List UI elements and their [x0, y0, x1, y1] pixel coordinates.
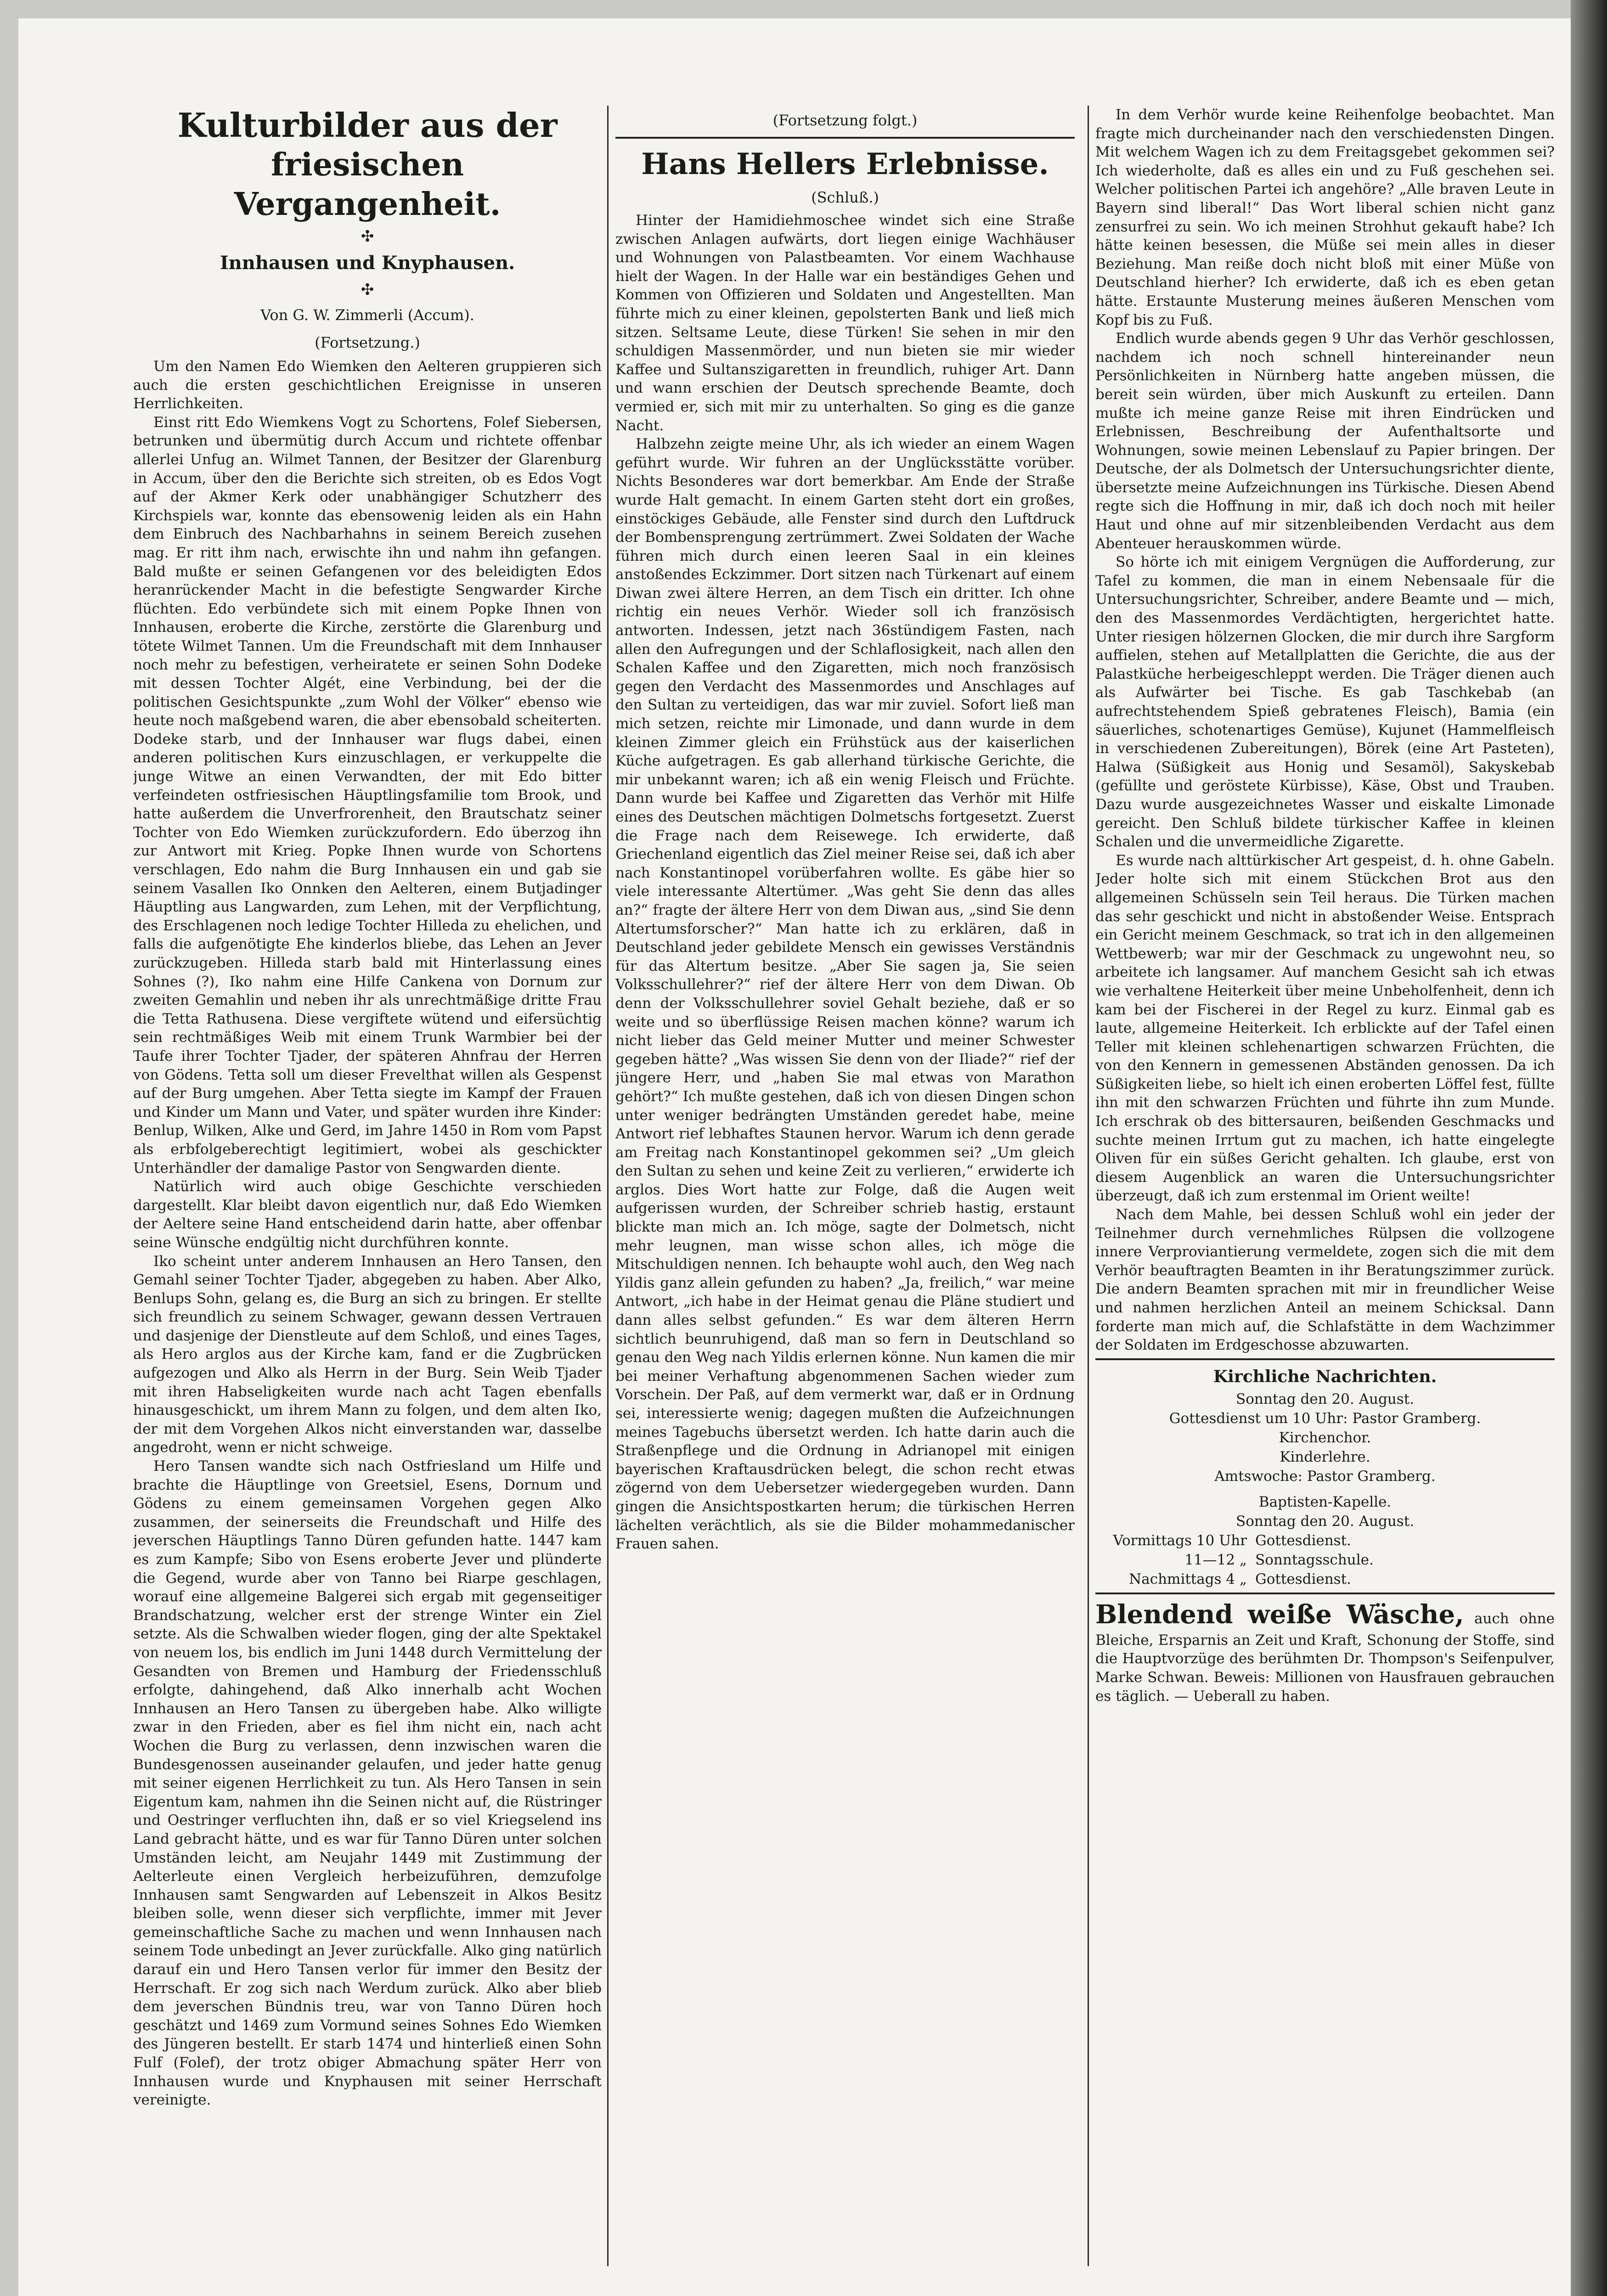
- article1-paragraph: Um den Namen Edo Wiemken den Aelteren gruppieren sich auch die ersten geschichtlichen Ereignisse in unseren Herrlichkeiten.: [133, 358, 602, 412]
- schedule-event: Sonntagsschule.: [1255, 1551, 1374, 1568]
- schedule-row: [1095, 1570, 1555, 1589]
- column-rule-1: [607, 106, 609, 2266]
- article1-headline-line2: friesischen Vergangenheit.: [234, 146, 501, 223]
- schedule-row: [1095, 1531, 1555, 1550]
- article1-continuation-note: (Fortsetzung folgt.): [772, 112, 918, 129]
- column-rule-2: [1088, 106, 1089, 2266]
- schedule-event: Gottesdienst.: [1255, 1570, 1351, 1587]
- ornament-icon: ✣: [361, 281, 374, 299]
- article2-paragraph: Nach dem Mahle, bei dessen Schluß wohl ein jeder der Teilnehmer durch vernehmliches Rülpsen die vollzogene innere Verproviantierung vermeldete, zogen sich die mit dem Verhör beauftragten Beamten in ihr Beratungszimmer zurück. Die andern Beamten sprachen mit mir in freundlicher Weise und nahmen herzlichen Anteil an meinem Schicksal. Dann forderte man mich auf, die Schlafstätte in dem Wachzimmer der Soldaten im Erdgeschosse abzuwarten.: [1095, 1206, 1555, 1354]
- article1-paragraph: Iko scheint unter anderem Innhausen an Hero Tansen, den Gemahl seiner Tochter Tjader, abgegeben zu haben. Aber Alko, Benlups Sohn, gelang es, die Burg an sich zu bringen. Er stellte sich freundlich zu seinem Schwager, gewann dessen Vertrauen und dasjenige der Dienstleute auf dem Schloß, und eines Tages, als Hero arglos aus der Kirche kam, fand er die Zugbrücken aufgezogen und Alko als Herrn in der Burg. Sein Weib Tjader mit ihren Habseligkeiten wurde nach acht Tagen ebenfalls hinausgeschickt, um ihrem Mann zu folgen, und dem alten Iko, der mit dem Vorgehen Alkos nicht einverstanden war, dasselbe angedroht, wenn er nicht schweige.: [133, 1253, 602, 1456]
- column-3: [1095, 106, 1555, 2268]
- church-duty: Amtswoche: Pastor Gramberg.: [1214, 1468, 1436, 1485]
- article2-paragraph: Halbzehn zeigte meine Uhr, als ich wieder an einem Wagen geführt wurde. Wir fuhren an der Unglücksstätte vorüber. Nichts Besonderes war dort bemerkbar. Am Ende der Straße wurde Halt gemacht. In einem Garten steht dort ein großes, einstöckiges Gebäude, alle Fenster sind durch den Luftdruck der Bombensprengung zertrümmert. Zwei Soldaten der Wache führen mich durch einen leeren Saal in ein kleines anstoßendes Eckzimmer. Dort sitzen nach Türkenart auf einem Diwan zwei ältere Herren, an dem Tisch ein dritter. Ich ohne richtig ein neues Verhör. Wieder soll ich französisch antworten. Indessen, jetzt nach 36stündigem Fasten, nach allen den Aufregungen und der Schlaflosigkeit, nach allen den Schalen Kaffee und den Zigaretten, mich noch französisch gegen den Verdacht des Massenmordes und Anschlages auf den Sultan zu verteidigen, das war mir zuviel. Sofort ließ man mich setzen, reichte mir Limonade, und dann wurde in dem kleinen Zimmer gleich ein Frühstück aus der kaiserlichen Küche aufgetragen. Es gab allerhand türkische Gerichte, die mir unbekannt waren; ich aß ein wenig Fleisch und Früchte. Dann wurde bei Kaffee und Zigaretten das Verhör mit Hilfe eines des Deutschen mächtigen Dolmetschs fortgesetzt. Zuerst die Frage nach dem Reisewege. Ich erwiderte, daß Griechenland eigentlich das Ziel meiner Reise sei, daß ich aber nach Konstantinopel vorüberfahren wollte. Es gäbe hier so viele interessante Altertümer. „Was geht Sie denn das alles an?“ fragte der ältere Herr von dem Diwan aus, „sind Sie denn Altertumsforscher?“ Man hatte ich zu erklären, daß in Deutschland jeder gebildete Mensch ein gewisses Verständnis für das Altertum besitze. „Aber Sie sagen ja, Sie seien Volksschullehrer?“ rief der ältere Herr von dem Diwan. Ob denn der Volksschullehrer soviel Gehalt beziehe, daß er so weite und so überflüssige Reisen machen könne? warum ich nicht lieber das Geld meiner Mutter und meiner Schwester gegeben hätte? „Was wissen Sie denn von der Iliade?“ rief der jüngere Herr, und „haben Sie mal etwas von Marathon gehört?“ Ich mußte gestehen, daß ich von diesen Dingen schon unter weniger bedrängten Umständen geredet habe, meine Antwort rief lebhaftes Staunen hervor. Warum ich denn gerade am Freitag nach Konstantinopel gekommen sei? „Um gleich den Sultan zu sehen und keine Zeit zu verlieren,“ erwiderte ich arglos. Dies Wort hatte zur Folge, daß die Augen weit aufgerissen wurden, der Schreiber schrieb hastig, erstaunt blickte man mich an. Ich möge, sagte der Dolmetsch, nicht mehr leugnen, man wisse schon alles, ich möge die Mitschuldigen nennen. Ich behaupte wohl auch, den Weg nach Yildis ganz allein gefunden zu haben? „Ja, freilich,“ war meine Antwort, „ich habe in der Heimat genau die Pläne studiert und dann alles selbst gefunden.“ Es war dem älteren Herrn sichtlich beunruhigend, daß man so fern in Deutschland so genau den Weg nach Yildis erlernen könne. Nun kamen die mir bei meiner Verhaftung abgenommenen Sachen wieder zum Vorschein. Der Paß, auf dem vermerkt war, daß er in Ordnung sei, interessierte wenig; dagegen mußten die Aufzeichnungen meines Tagebuchs übersetzt werden. Ich hatte darin auch die Straßenpflege und die Ordnung in Adrianopel mit einigen bayerischen Kraftausdrücken belegt, die schon recht etwas zögernd von dem Uebersetzer wiedergegeben wurden. Dann gingen die Ansichtspostkarten herum; die türkischen Herren lächelten verächtlich, als sie die Bilder mohammedanischer Frauen sahen.: [615, 436, 1075, 1553]
- column-2: [615, 106, 1075, 2268]
- article2-paragraph: Hinter der Hamidiehmoschee windet sich eine Straße zwischen Anlagen aufwärts, dort liegen einige Wachhäuser und Wohnungen von Palastbeamten. Vor einem Wachhause hielt der Wagen. In der Halle war ein beständiges Gehen und Kommen von Offizieren und Soldaten und Angestellten. Man führte mich zu einer kleinen, gepolsterten Bank und ließ mich sitzen. Seltsame Leute, diese Türken! Sie sehen in mir den schuldigen Massenmörder, und nun bieten sie mir wieder Kaffee und Sultanszigaretten in freundlich, ruhiger Art. Dann und wann erschien der Deutsch sprechende Beamte, doch vermied er, sich mit mir zu unterhalten. So ging es die ganze Nacht.: [615, 212, 1075, 434]
- section-divider: [1095, 1358, 1555, 1360]
- church-lesson: Kinderlehre.: [1280, 1448, 1370, 1465]
- schedule-event: Gottesdienst.: [1255, 1532, 1351, 1549]
- article1-subhead: Innhausen und Knyphausen.: [220, 252, 515, 274]
- church-choir: Kirchenchor.: [1279, 1429, 1371, 1446]
- church-news-title: Kirchliche Nachrichten.: [1213, 1367, 1437, 1386]
- schedule-row: [1095, 1550, 1555, 1570]
- section-divider: [615, 137, 1075, 139]
- article2-paragraph: Es wurde nach alttürkischer Art gespeist, d. h. ohne Gabeln. Jeder holte sich mit einem Stückchen Brot aus den allgemeinen Schüsseln sein Teil heraus. Die Türken machen das sehr geschickt und nicht in abstoßender Weise. Entsprach ein Gericht meinem Geschmack, so trat ich in den allgemeinen Wettbewerb; war mir der Geschmack zu ungewohnt neu, so arbeitete ich langsamer. Auf manchem Gesicht sah ich etwas wie verhaltene Heiterkeit über meine Unbeholfenheit, denn ich kam bei der Fischerei in der Regel zu kurz. Einmal gab es laute, allgemeine Heiterkeit. Ich erblickte auf der Tafel einen Teller mit kleinen schlehenartigen schwarzen Früchten, die von den Kennern in gemessenen Abständen genossen. Da ich Süßigkeiten liebe, so hielt ich einen eroberten Löffel fest, füllte ihn mit den schwarzen Früchten und führte ihn zum Munde. Ich erschrak ob des bittersauren, beißenden Geschmacks und suchte meinen Irrtum gut zu machen, ich hatte eingelegte Oliven für ein süßes Gericht gehalten. Ich glaube, erst von diesem Augenblick an waren die Untersuchungsrichter überzeugt, daß ich zum erstenmal im Orient weilte!: [1095, 852, 1555, 1204]
- ad-text: auch ohne Bleiche, Ersparnis an Zeit und Kraft, Schonung der Stoffe, sind die Hauptvorzüge des berühmten Dr. Thompson's Seifenpulver, Marke Schwan. Beweis: Millionen von Hausfrauen gebrauchen es täglich. — Ueberall zu haben.: [1095, 1610, 1555, 1705]
- church-service: Gottesdienst um 10 Uhr: Pastor Gramberg.: [1169, 1410, 1481, 1427]
- advertisement: [1095, 1598, 1555, 1705]
- baptist-title: Baptisten-Kapelle.: [1258, 1493, 1392, 1510]
- article1-continued: (Fortsetzung.): [315, 334, 420, 351]
- article1-byline: Von G. W. Zimmerli (Accum).: [260, 306, 474, 324]
- article1-paragraph: Einst ritt Edo Wiemkens Vogt zu Schortens, Folef Siebersen, betrunken und übermütig durch Accum und richtete offenbar allerlei Unfug an. Wilmet Tannen, der Besitzer der Glarenburg in Accum, über den die Berichte sich streiten, ob es Edos Vogt auf der Akmer Kerk oder unabhängiger Schutzherr des Kirchspiels war, konnte das ebensowenig leiden als ein Hahn dem Einbruch des Nachbarhahns in seinem Bereich zusehen mag. Er ritt ihm nach, erwischte ihn und nahm ihn gefangen. Bald mußte er seinen Gefangenen vor des beleidigten Edos heranrückender Macht in die befestigte Sengwarder Kirche flüchten. Edo verbündete sich mit einem Popke Ihnen von Innhausen, eroberte die Kirche, zerstörte die Glarenburg und tötete Wilmet Tannen. Um die Freundschaft mit dem Innhauser noch mehr zu befestigen, verheiratete er seinen Sohn Dodeke mit dessen Tochter Algét, eine Verbindung, bei der die politischen Gesichtspunkte „zum Wohl der Völker“ ebenso wie heute noch maßgebend waren, die aber ebensobald scheiterten. Dodeke starb, und der Innhauser war flugs dabei, einen anderen politischen Kurs einzuschlagen, er verkuppelte die junge Witwe an einen Verwandten, der mit Edo bitter verfeindeten ostfriesischen Häuptlingsfamilie tom Brook, und hatte außerdem die Unverfrorenheit, den Brautschatz seiner Tochter von Edo Wiemken zurückzufordern. Edo überzog ihn zur Antwort mit Krieg. Popke Ihnen wurde von Schortens verschlagen, Edo nahm die Burg Innhausen ein und gab sie seinem Vasallen Iko Onnken den Aelteren, einem Butjadinger Häuptling aus Langwarden, zum Lehen, mit der Verpflichtung, des Erschlagenen noch ledige Tochter Hilleda zu ehelichen, und falls die aufgenötigte Ehe kinderlos bliebe, das Lehen an Jever zurückzugeben. Hilleda starb bald mit Hinterlassung eines Sohnes (?), Iko nahm eine Hilfe Cankena von Dornum zur zweiten Gemahlin und neben ihr als unrechtmäßige dritte Frau die Tetta Rathusena. Diese vergiftete wütend und eifersüchtig sein rechtmäßiges Weib mit einem Trunk Warmbier bei der Taufe ihrer Tochter Tjader, der späteren Ahnfrau der Herren von Gödens. Tetta soll um dieser Frevelthat willen als Gespenst auf der Burg umgehen. Aber Tetta siegte im Kampf der Frauen und Kinder um Mann und Vater, und später wurden ihre Kinder: Benlup, Wilken, Alke und Gerd, im Jahre 1450 in Rom vom Papst als erbfolgeberechtigt legitimiert, wobei als geschickter Unterhändler der damalige Pastor von Sengwarden diente.: [133, 414, 602, 1176]
- church-date: Sonntag den 20. August.: [1235, 1390, 1414, 1407]
- article2-title: Hans Hellers Erlebnisse.: [641, 147, 1049, 181]
- schedule-time: 11—12 „: [1184, 1551, 1247, 1568]
- section-divider: [1095, 1593, 1555, 1594]
- page-edge-shadow: [1571, 0, 1607, 2296]
- ad-headline: Blendend weiße Wäsche,: [1095, 1599, 1464, 1630]
- article2-conclusion-label: (Schluß.): [811, 189, 879, 206]
- schedule-time: Nachmittags 4 „: [1129, 1570, 1247, 1587]
- article1-headline-line1: Kulturbilder aus der: [177, 106, 558, 145]
- article2-paragraph: So hörte ich mit einigem Vergnügen die Aufforderung, zur Tafel zu kommen, die man in einem Nebensaale für die Untersuchungsrichter, Schreiber, andere Beamte und — mich, den des Massenmordes Verdächtigten, hergerichtet hatte. Unter riesigen hölzernen Glocken, die mir durch ihre Sargform auffielen, stehen auf Metallplatten die Gerichte, die aus der Palastküche herbeigeschleppt werden. Die Träger dienen auch als Aufwärter bei Tische. Es gab Taschkebab (an aufrechtstehendem Spieß gebratenes Fleisch), Bamia (ein säuerliches, schotenartiges Gemüse), Kujunet (Hammelfleisch in verschiedenen Zubereitungen), Börek (eine Art Pasteten), Halwa (Süßigkeit aus Honig und Sesamöl), Sakyskebab (gefüllte und geröstete Kürbisse), Käse, Obst und Trauben. Dazu wurde ausgezeichnetes Wasser und eiskalte Limonade gereicht. Den Schluß bildete türkischer Kaffee in kleinen Schalen und die unvermeidliche Zigarette.: [1095, 554, 1555, 850]
- article2-paragraph: Endlich wurde abends gegen 9 Uhr das Verhör geschlossen, nachdem ich noch schnell hintereinander neun Persönlichkeiten in Nürnberg hatte angeben müssen, die bereit sein würden, über mich Auskunft zu erteilen. Dann mußte ich meine ganze Reise mit ihren Eindrücken und Erlebnissen, Beschreibung der Aufenthaltsorte und Wohnungen, sowie meinen Lebenslauf zu Papier bringen. Der Deutsche, der als Dolmetsch der Untersuchungsrichter diente, übersetzte meine Aufzeichnungen ins Türkische. Diesen Abend regte sich die Hoffnung in mir, daß ich doch noch mit heiler Haut und ohne auf mir sitzenbleibenden Verdacht aus dem Abenteuer herauskommen würde.: [1095, 330, 1555, 552]
- article2-paragraph: In dem Verhör wurde keine Reihenfolge beobachtet. Man fragte mich durcheinander nach den verschiedensten Dingen. Mit welchem Wagen ich zu dem Freitagsgebet gekommen sei? Ich wiederholte, daß es alles ein und zu Fuß geschehen sei. Welcher politischen Partei ich angehöre? „Alle braven Leute in Bayern sind liberal!“ Das Wort liberal schien nicht ganz zensurfrei zu sein. Wo ich meinen Strohhut gekauft habe? Ich hätte keinen besessen, die Müße sei mein alles in dieser Beziehung. Man reiße doch nicht bloß mit einer Müße von Deutschland hierher? Ich erwiderte, daß ich es eben getan hätte. Erstaunte Musterung meines äußeren Menschen vom Kopf bis zu Fuß.: [1095, 107, 1555, 328]
- baptist-date: Sonntag den 20. August.: [1235, 1513, 1414, 1530]
- article1-paragraph: Natürlich wird auch obige Geschichte verschieden dargestellt. Klar bleibt davon eigentlich nur, daß Edo Wiemken der Aeltere seine Hand entscheidend darin hatte, aber offenbar seine Wünsche endgültig nicht durchführen konnte.: [133, 1178, 602, 1251]
- column-1: [133, 106, 602, 2268]
- ornament-icon: ✣: [361, 227, 374, 246]
- schedule-time: Vormittags 10 Uhr: [1113, 1532, 1247, 1549]
- article1-paragraph-flow: Hero Tansen wandte sich nach Ostfriesland um Hilfe und brachte die Häuptlinge von Greetsiel, Esens, Dornum und Gödens zu einem gemeinsamen Vorgehen gegen Alko zusammen, der seinerseits die Freundschaft und Hilfe des jeverschen Häuptlings Tanno Düren gefunden hatte. 1447 kam es zum Kampfe; Sibo von Esens eroberte Jever und plünderte die Gegend, wurde aber von Tanno bei Riarpe geschlagen, worauf eine allgemeine Balgerei sich ergab mit gegenseitiger Brandschatzung, welcher erst der strenge Winter ein Ziel setzte. Als die Schwalben wieder flogen, ging der alte Spektakel von neuem los, bis endlich im Juni 1448 durch Vermittelung der Gesandten von Bremen und Hamburg der Friedensschluß erfolgte, dahingehend, daß Alko innerhalb acht Wochen Innhausen an Hero Tansen zu übergeben habe. Alko willigte zwar in den Frieden, aber es fiel ihm nicht ein, nach acht Wochen die Burg zu verlassen, denn inzwischen waren die Bundesgenossen auseinander gelaufen, und jeder hatte genug mit seiner eigenen Herrlichkeit zu tun. Als Hero Tansen in sein Eigentum kam, nahmen ihn die Seinen nicht auf, die Rüstringer und Oestringer verfluchten ihn, daß er so viel Kriegselend ins Land gebracht hätte, und es war für Tanno Düren unter solchen Umständen leicht, am Neujahr 1449 mit Zustimmung der Aelterleute einen Vergleich herbeizuführen, demzufolge Innhausen samt Sengwarden auf Lebenszeit in Alkos Besitz bleiben solle, wenn dieser sich verpflichte, immer mit Jever gemeinschaftliche Sache zu machen und wenn Innhausen nach seinem Tode unbedingt an Jever zurückfalle. Alko ging natürlich darauf ein und Hero Tansen verlor für immer den Besitz der Herrschaft. Er zog sich nach Werdum zurück. Alko aber blieb dem jeverschen Bündnis treu, war von Tanno Düren hoch geschätzt und 1469 zum Vormund seines Sohnes Edo Wiemken des Jüngeren bestellt. Er starb 1474 und hinterließ einen Sohn Fulf (Folef), der trotz obiger Abmachung später Herr von Innhausen wurde und Knyphausen mit seiner Herrschaft vereinigte.: [133, 1458, 602, 2109]
